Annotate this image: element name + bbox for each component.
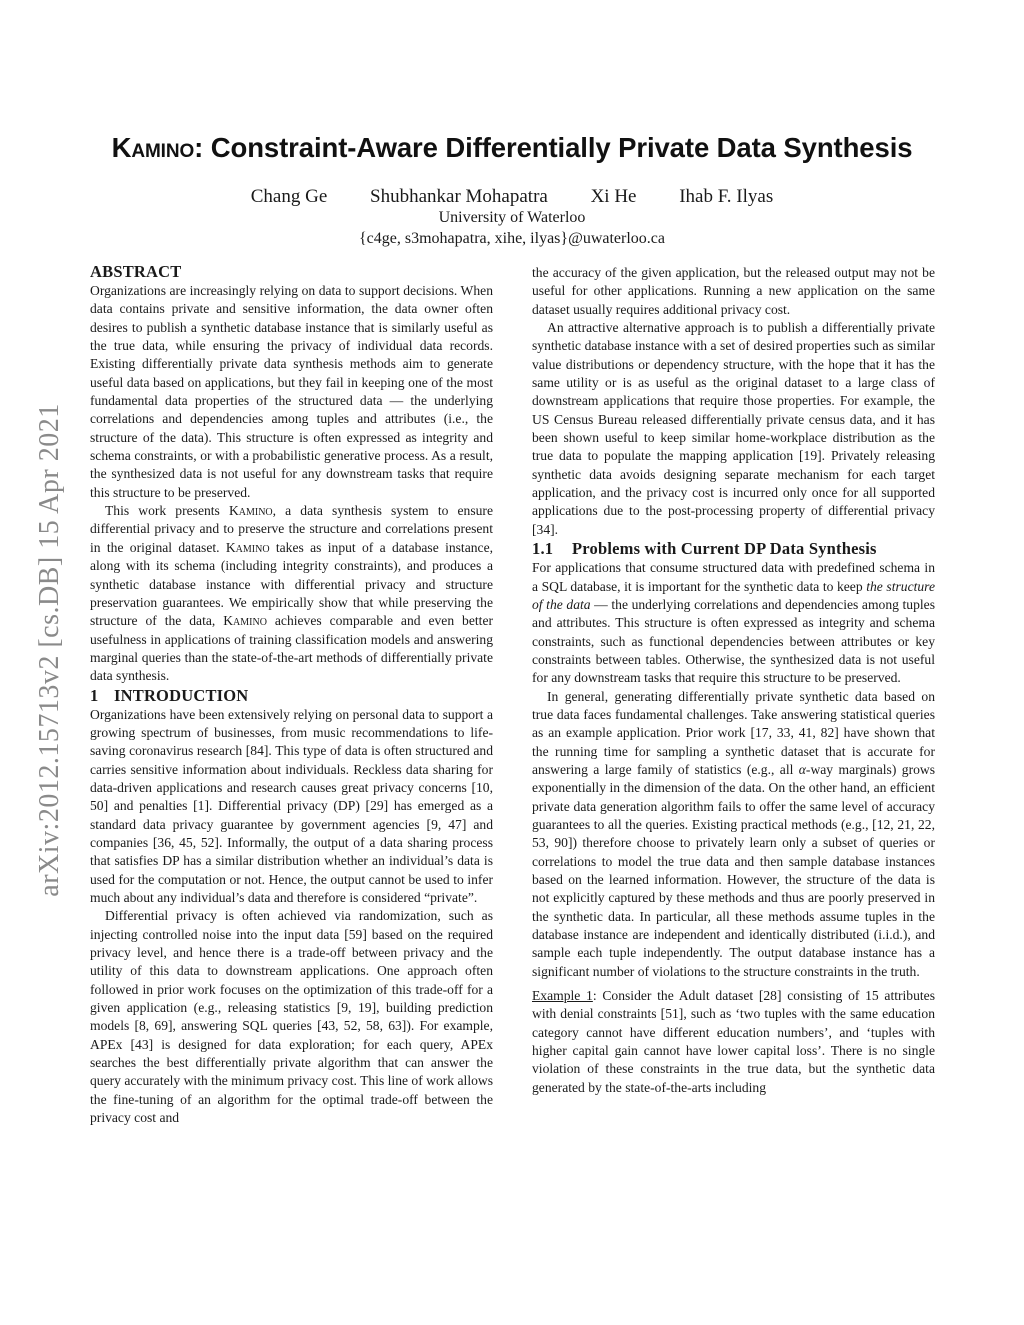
abstract-heading: ABSTRACT: [90, 262, 182, 281]
author-list: [0, 186, 1024, 208]
arxiv-id-text: arXiv:2012.15713v2 [cs.DB] 15 Apr 2021: [34, 403, 65, 897]
abstract-paragraph: Organizations are increasingly relying on data to support decisions. When data contains private and sensitive information, the data owner often desires to publish a synthetic database instance that is similarly useful as the true data, while ensuring the privacy of individual data records. Existing differentially private data synthesis methods aim to generate useful data based on applications, but they fail in keeping one of the most fundamental data properties of the structured data — the underlying correlations and dependencies among tuples and attributes (i.e., the structure of the data). This structure is often expressed as integrity and schema constraints, or with a probabilistic generative process. As a result, the synthesized data is not useful for any downstream tasks that require this structure to be preserved.: [90, 283, 493, 500]
emphasis-text: the structure of the data: [532, 578, 935, 612]
section-title: INTRODUCTION: [114, 685, 249, 705]
section-heading-introduction: [90, 686, 493, 706]
body-paragraph: For applications that consume structured data with predefined schema in a SQL database, it is important for the synthetic data to keep the structure of the data — the underlying correlations and dependencies among tuples and attributes. This structure is often expressed as integrity and schema constraints, such as functional dependencies between attributes or key constraints between tables. Otherwise, the synthesized data is not useful for any downstream tasks that require this structure to be preserved.: [532, 560, 935, 686]
arxiv-identifier: [30, 350, 70, 950]
system-name: Kamino: [111, 132, 195, 163]
body-paragraph: An attractive alternative approach is to publish a differentially private synthetic database instance with a set of desired properties such as similar value distributions or dependency structure, with the hope that it has the same utility or is as useful as the original dataset to a large class of downstream applications that require those properties. For example, the US Census Bureau released differentially private census data, and it has been shown useful to keep similar home-workplace distribution as the true data to populate the mapping application [19]. Privately releasing synthetic data avoids designing separate mechanism for each target application, and the privacy cost is incurred only once for all supported applications due to the post-processing property of differential privacy [34].: [532, 320, 935, 537]
subsection-heading: [532, 539, 935, 559]
abstract-paragraph: This work presents Kamino, a data synthesis system to ensure differential privacy and to preserve the structure and correlations present in the original dataset. Kamino takes as input of a database instance, along with its schema (including integrity constraints), and produces a synthetic database instance with differential privacy and structure preservation guarantees. We empirically show that while preserving the structure of the data, Kamino achieves comparable and even better usefulness in applications of training classification models and answering marginal queries than the state-of-the-art methods of differentially private data synthesis.: [90, 503, 494, 684]
system-name: Kamino: [223, 613, 267, 629]
body-paragraph: the accuracy of the given application, but the released output may not be useful for other applications. Running a new application on the same dataset usually requires additional privacy cost.: [532, 265, 935, 317]
paper-title: [0, 132, 1024, 164]
subsection-title: Problems with Current DP Data Synthesis: [572, 539, 877, 559]
body-paragraph: In general, generating differentially private synthetic data based on true data faces fundamental challenges. Take answering statistical queries as an example application. Prior work [17, 33, 41, 82] have shown that the running time for sampling a synthetic dataset that is accurate for answering a large family of statistics (e.g., all α-way marginals) grows exponentially in the dimension of the data. On the other hand, an efficient private data generation algorithm fails to offer the same level of accuracy guarantees to all the queries. Existing practical methods (e.g., [12, 21, 22, 53, 90]) therefore choose to privately learn only a subset of queries or correlations to model the true data and then sample database instances based on the learned information. However, the structure of the data is not explicitly captured by these methods and thus are poorly preserved in the synthetic data. In particular, all these methods assume tuples in the database instance are independent and identically distributed (i.i.d.), and sample each tuple independently. The output database instance has a significant number of violations to the structure constraints in the truth.: [532, 688, 936, 979]
body-paragraph: Differential privacy is often achieved via randomization, such as injecting controlled noise into the input data [59] based on the required privacy level, and hence there is a trade-off between privacy and the utility of this data to downstream applications. One approach often followed in prior work focuses on the optimization of this trade-off for a given application (e.g., releasing statistics [9, 19], building prediction models [8, 69], answering SQL queries [43, 52, 58, 63]). For example, APEx [43] is designed for data exploration; for each query, APEx searches the best differentially private algorithm that can answer the query accurately with the minimum privacy cost. This line of work allows the fine-tuning of an algorithm for the optimal trade-off between the privacy cost and: [90, 908, 493, 1126]
author: Shubhankar Mohapatra: [370, 186, 548, 207]
affiliation: University of Waterloo: [438, 209, 586, 226]
author: Xi He: [590, 186, 637, 207]
system-name: Kamino: [228, 503, 273, 519]
section-number: 1: [90, 685, 99, 705]
system-name: Kamino: [225, 539, 270, 555]
right-column: [532, 264, 935, 1097]
subsection-number: 1.1: [532, 539, 554, 559]
body-paragraph: Organizations have been extensively relying on personal data to support a growing spectrum of businesses, from music recommendations to life-saving coronavirus research [84]. This type of data is often structured and carries sensitive information about individuals. Reckless data sharing for data-driven applications and research causes great privacy concerns [10, 50] and penalties [1]. Differential privacy (DP) [29] has emerged as a standard data privacy guarantee by government agencies [9, 47] and companies [36, 45, 52]. Informally, the output of a data sharing process that satisfies DP has a similar distribution whether an individual’s data is used for the computation or not. Hence, the output cannot be used to infer much about any individual’s data and therefore is considered “private”.: [90, 706, 493, 905]
author: Ihab F. Ilyas: [679, 186, 774, 207]
author-emails: {c4ge, s3mohapatra, xihe, ilyas}@uwaterloo.ca: [359, 230, 665, 247]
author: Chang Ge: [250, 186, 328, 207]
left-column: [90, 262, 493, 1127]
alpha-symbol: α: [798, 761, 806, 777]
example-label: Example 1: [532, 988, 593, 1004]
title-text: : Constraint-Aware Differentially Private Data Synthesis: [194, 132, 913, 163]
example-paragraph: Example 1: Consider the Adult dataset [28] consisting of 15 attributes with denial constraints [51], such as ‘two tuples with the same education category cannot have different education numbers’, and ‘tuples with higher capital gain cannot have lower capital loss’. There is no single violation of these constraints in the true data, but the synthetic data generated by the state-of-the-arts including: [532, 988, 936, 1095]
